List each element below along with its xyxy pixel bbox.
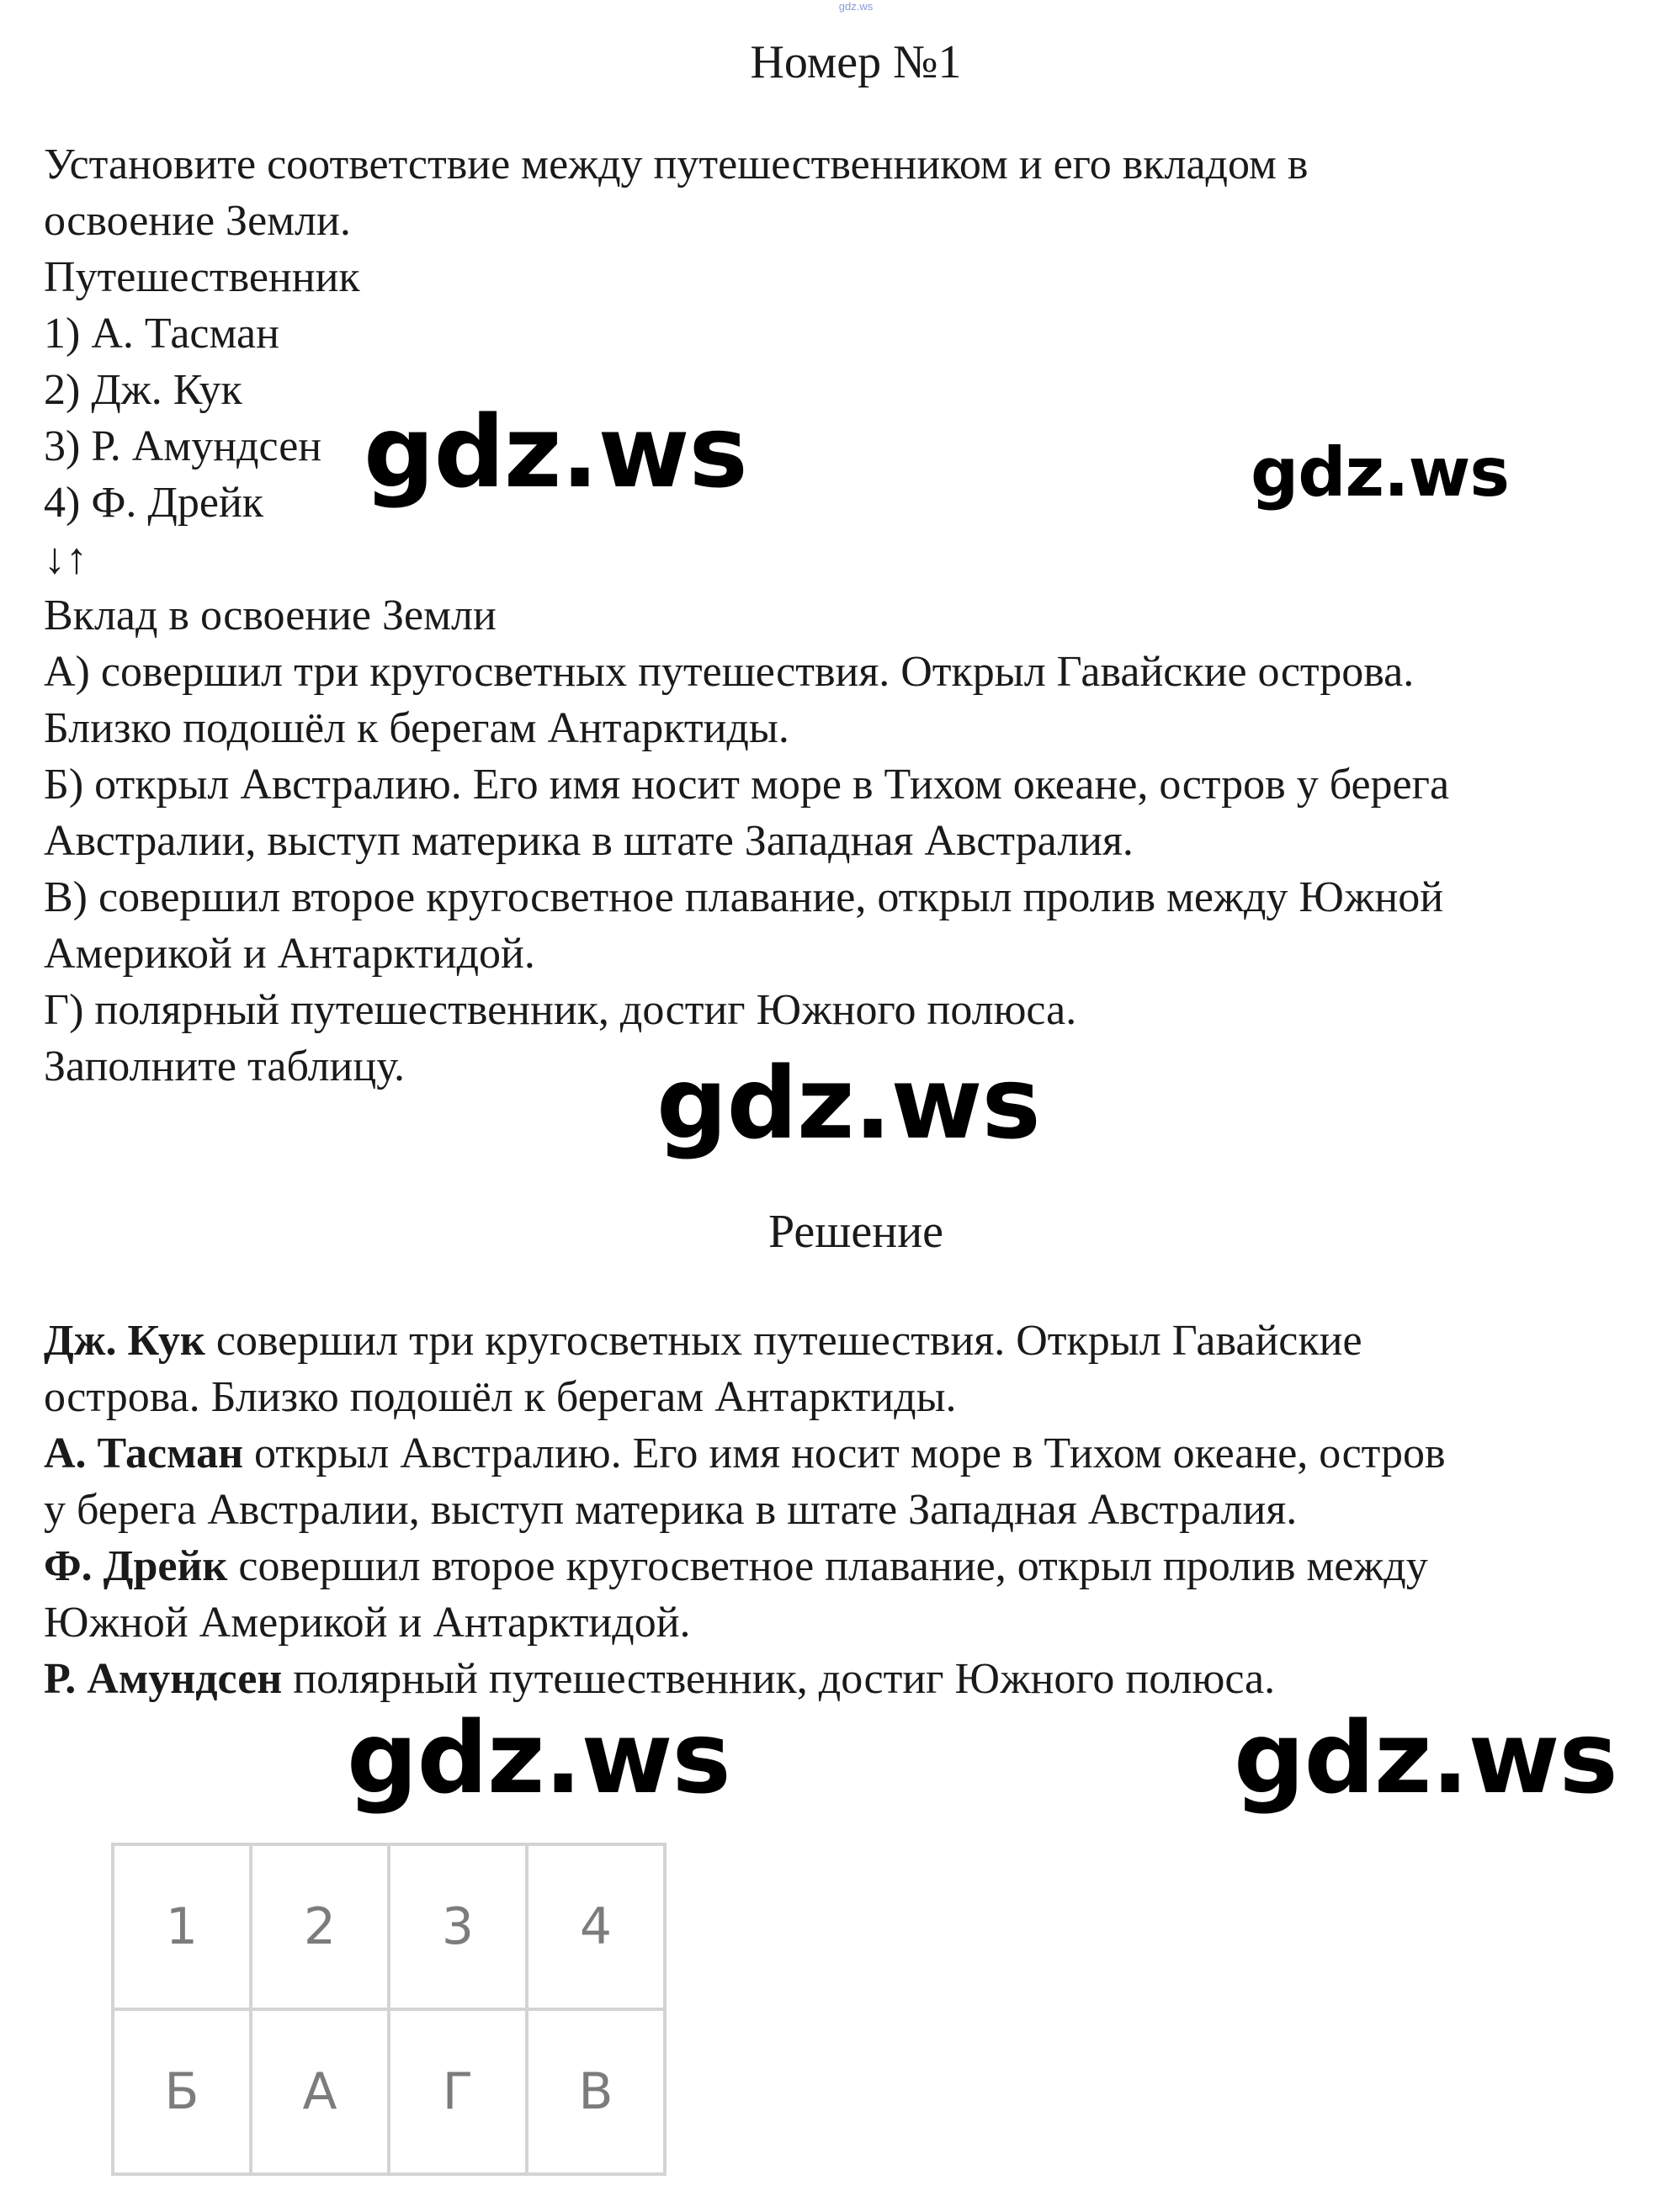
traveler-name: Ф. Дрейк [44,1542,228,1590]
task-line: Установите соответствие между путешественником и его вкладом в [44,141,1309,188]
solution-title: Решение [767,1206,944,1258]
match-arrows: ↓↑ [44,535,88,583]
table-cell-letter: А [251,2009,389,2174]
solution-line [44,1594,1660,1651]
contribution-item: А) совершил три кругосветных путешествия. Открыл Гавайские острова. [44,648,1415,696]
table-cell-number: 1 [113,1844,251,2009]
watermark: gdz.ws [347,1700,730,1816]
solution-line [44,1313,1660,1369]
traveler-name: Р. Амундсен [44,1655,283,1703]
traveler-item: 4) Ф. Дрейк [44,479,264,527]
table-row [113,1844,665,2009]
table-cell-letter: В [527,2009,665,2174]
solution-line-text: у берега Австралии, выступ материка в штате Западная Австралия. [44,1486,1298,1534]
table-cell-letter: Б [113,2009,251,2174]
traveler-item: 2) Дж. Кук [44,366,242,414]
answer-table [111,1843,667,2176]
table-cell-letter: Г [389,2009,527,2174]
task-line: Вклад в освоение Земли [44,591,497,639]
solution-line [44,1538,1660,1594]
solution-line [44,1369,1660,1425]
solution-line [44,1482,1660,1538]
task-line: Путешественник [44,253,360,301]
watermark: gdz.ws [656,1045,1040,1161]
solution-line-text: открыл Австралию. Его имя носит море в Тихом океане, остров [243,1430,1446,1477]
table-cell-number: 3 [389,1844,527,2009]
traveler-name: Дж. Кук [44,1317,205,1365]
contribution-item: Б) открыл Австралию. Его имя носит море в Тихом океане, остров у берега [44,761,1450,809]
traveler-item: 1) А. Тасман [44,310,279,358]
top-watermark: gdz.ws [838,0,874,13]
contribution-item: Г) полярный путешественник, достиг Южного полюса. [44,986,1077,1034]
solution-line-text: совершил три кругосветных путешествия. Открыл Гавайские [204,1317,1362,1365]
contribution-item: Близко подошёл к берегам Антарктиды. [44,704,789,752]
contribution-item: Америкой и Антарктидой. [44,930,535,978]
table-cell-number: 4 [527,1844,665,2009]
solution-line-text: совершил второе кругосветное плавание, открыл пролив между [227,1542,1428,1590]
watermark: gdz.ws [364,394,747,510]
task-line: Заполните таблицу. [44,1042,405,1090]
solution-line [44,1425,1660,1482]
solution-line-text: полярный путешественник, достиг Южного полюса. [282,1655,1276,1703]
task-text [44,136,1660,1095]
traveler-name: А. Тасман [44,1430,244,1477]
table-row [113,2009,665,2174]
page-title: Номер №1 [750,36,962,88]
contribution-item: В) совершил второе кругосветное плавание, открыл пролив между Южной [44,873,1444,921]
solution-line-text: острова. Близко подошёл к берегам Антарктиды. [44,1373,957,1421]
traveler-item: 3) Р. Амундсен [44,422,322,470]
task-line: освоение Земли. [44,197,351,245]
solution-line-text: Южной Америкой и Антарктидой. [44,1599,691,1647]
table-cell-number: 2 [251,1844,389,2009]
contribution-item: Австралии, выступ материка в штате Западная Австралия. [44,817,1134,865]
solution-text [44,1313,1660,1707]
solution-line [44,1651,1660,1707]
watermark: gdz.ws [1251,433,1510,512]
watermark: gdz.ws [1234,1700,1617,1816]
